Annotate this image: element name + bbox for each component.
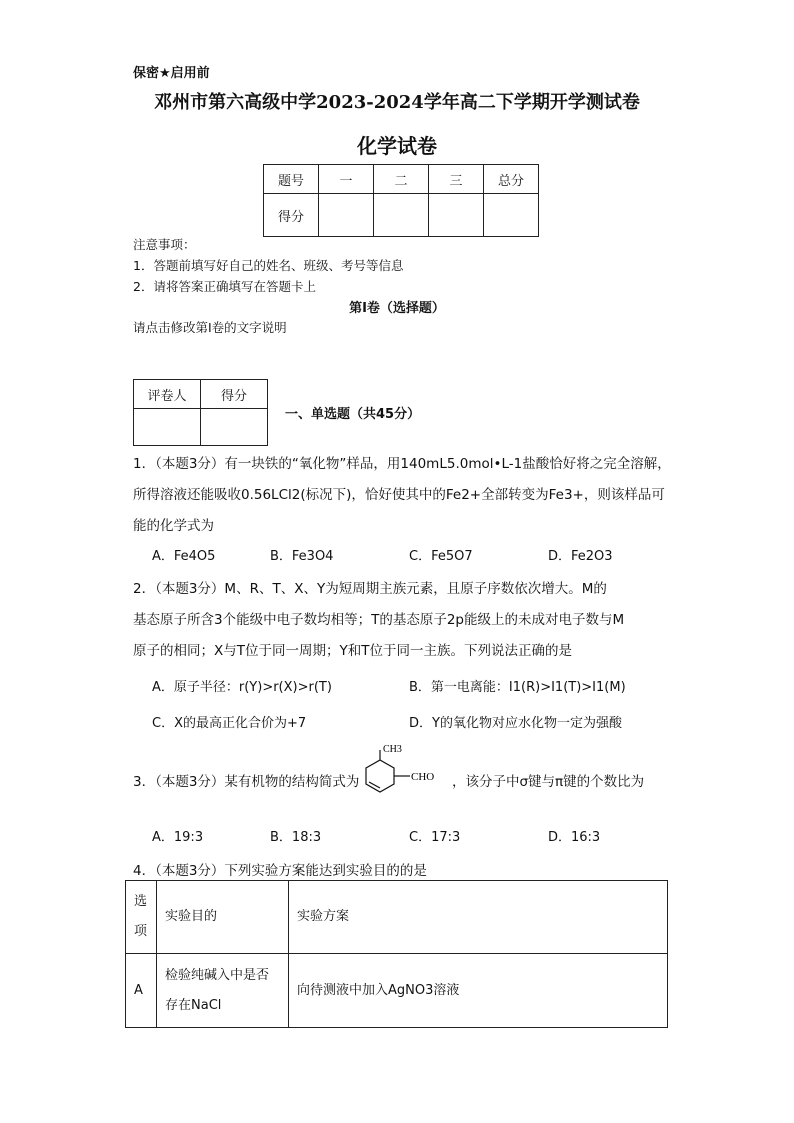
q1-option-a[interactable]: A．Fe4O5	[152, 549, 216, 564]
q1-option-b[interactable]: B．Fe3O4	[270, 549, 334, 564]
score-row-label: 得分	[264, 194, 319, 237]
q2-option-b[interactable]: B．第一电离能：I1(R)>I1(T)>I1(M)	[409, 680, 626, 695]
exam-title: 邓州市第六高级中学2023-2024学年高二下学期开学测试卷	[154, 92, 640, 113]
confidential-label: 保密★启用前	[133, 66, 210, 81]
benzene-ring	[366, 760, 394, 792]
q1-line: 能的化学式为	[133, 518, 214, 534]
q2-option-d[interactable]: D．Y的氧化物对应水化物一定为强酸	[409, 716, 622, 731]
exp-header-option-line: 选	[134, 894, 148, 909]
q3-text-after: ，该分子中σ键与π键的个数比为	[452, 774, 645, 790]
notes-item: 2．请将答案正确填写在答题卡上	[133, 279, 316, 294]
q2-line: 基态原子所含3个能级中电子数均相等；T的基态原子2p能级上的未成对电子数与M	[133, 612, 625, 628]
q2-line: 原子的相同；X与T位于同一周期；Y和T位于同一主族。下列说法正确的是	[133, 643, 572, 659]
exp-header-plan: 实验方案	[289, 881, 668, 954]
section1-title: 一、单选题（共45分）	[285, 407, 421, 422]
methyl-label: CH3	[383, 744, 402, 755]
q1-line: 1．（本题3分）有一块铁的“氧化物”样品，用140mL5.0mol•L-1盐酸恰好将之完全溶解，	[133, 456, 671, 472]
q3-option-b[interactable]: B．18:3	[270, 830, 322, 845]
grader-input-cell[interactable]	[201, 409, 268, 446]
q2-option-a[interactable]: A．原子半径：r(Y)>r(X)>r(T)	[152, 680, 332, 695]
exp-row-purpose-line: 检验纯碱入中是否	[165, 967, 270, 983]
exp-header-purpose: 实验目的	[157, 881, 289, 954]
score-header-cell: 总分	[484, 165, 539, 194]
q2-option-c[interactable]: C．X的最高正化合价为+7	[152, 716, 307, 731]
q3-text: 3．（本题3分）某有机物的结构简式为	[133, 774, 360, 790]
score-input-cell[interactable]	[319, 194, 374, 237]
score-header-cell: 题号	[264, 165, 319, 194]
exp-header-option-line: 项	[134, 924, 148, 939]
q3-option-a[interactable]: A．19:3	[152, 830, 204, 845]
grader-input-cell[interactable]	[134, 409, 201, 446]
grader-table	[133, 379, 268, 446]
score-header-cell: 三	[429, 165, 484, 194]
score-table	[263, 164, 539, 237]
part1-hint[interactable]: 请点击修改第I卷的文字说明	[133, 320, 287, 335]
score-header-cell: 一	[319, 165, 374, 194]
score-header-cell: 二	[374, 165, 429, 194]
q2-line: 2．（本题3分）M、R、T、X、Y为短周期主族元素，且原子序数依次增大。M的	[133, 581, 607, 597]
exp-row-option: A	[126, 954, 157, 1028]
notes-heading: 注意事项：	[133, 237, 196, 252]
exp-row-purpose-line: 存在NaCl	[165, 997, 222, 1013]
score-input-cell[interactable]	[484, 194, 539, 237]
q1-line: 所得溶液还能吸收0.56LCl2(标况下)，恰好使其中的Fe2+全部转变为Fe3+，则该样品可	[133, 487, 665, 503]
part1-title: 第I卷（选择题）	[349, 301, 445, 316]
grader-header-cell: 评卷人	[134, 380, 201, 409]
q1-option-c[interactable]: C．Fe5O7	[409, 549, 473, 564]
exam-subtitle: 化学试卷	[357, 134, 437, 158]
exp-row-plan: 向待测液中加入AgNO3溶液	[289, 954, 668, 1028]
notes-item: 1．答题前填写好自己的姓名、班级、考号等信息	[133, 258, 404, 273]
aldehyde-label: CHO	[411, 771, 435, 783]
exp-row-purpose	[157, 954, 289, 1028]
q3-option-c[interactable]: C．17:3	[409, 830, 461, 845]
score-input-cell[interactable]	[429, 194, 484, 237]
q4-text: 4．（本题3分）下列实验方案能达到实验目的的是	[133, 863, 427, 879]
grader-header-cell: 得分	[201, 380, 268, 409]
q3-option-d[interactable]: D．16:3	[548, 830, 601, 845]
exp-header-option	[126, 881, 157, 954]
score-input-cell[interactable]	[374, 194, 429, 237]
q1-option-d[interactable]: D．Fe2O3	[548, 549, 613, 564]
molecule-structure	[338, 742, 450, 806]
experiment-table	[125, 880, 668, 1028]
